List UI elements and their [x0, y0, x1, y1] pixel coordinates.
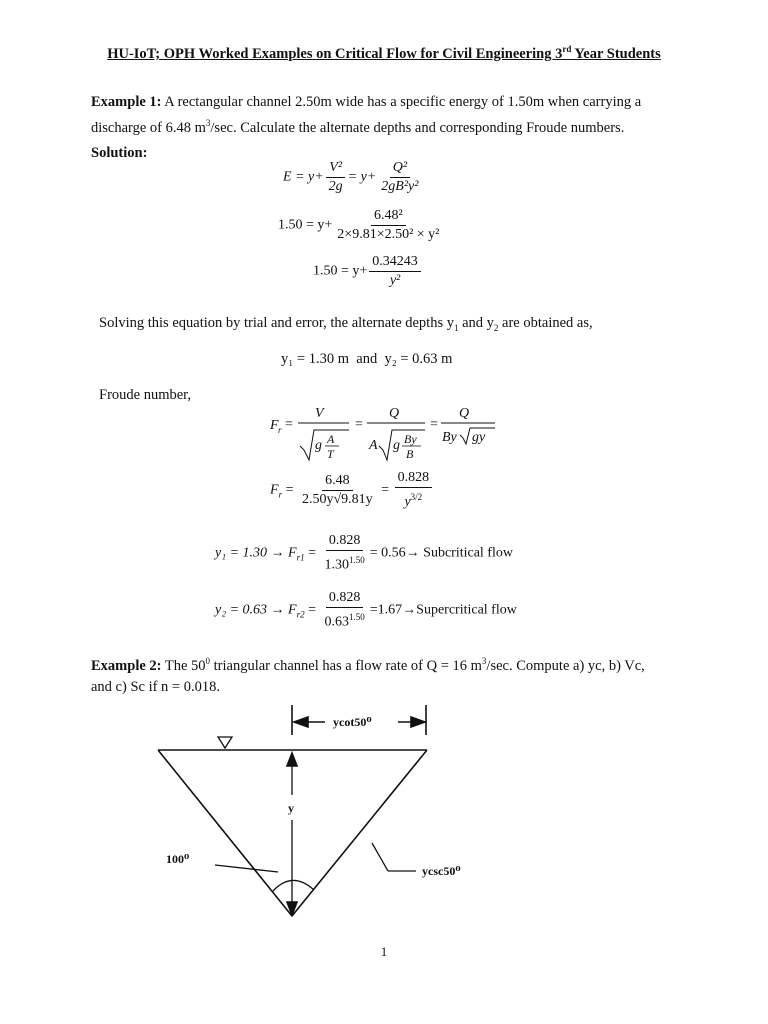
label-side: ycsc50⁰: [422, 864, 461, 878]
equation-specific-energy: E = y+ $\frac{\text{V²}}{2g}$ = y+ $\frac{\text{Q²}}{\text{2gB²y²}}$: [283, 160, 419, 194]
equation-substituted: 1.50 = y+ $\frac{\text{6.48²}}{\text{2×9.81×2.50² × y²}}$: [278, 208, 440, 242]
water-surface-marker: [218, 737, 232, 748]
example2-statement: Example 2: The $50^0$ triangular channel has a flow rate of Q = 16 $m^3/\sec$. Compute a) yc, b) Vc, and c) Sc if n = 0.018.: [91, 656, 645, 695]
angle-arc: [272, 880, 314, 892]
svg-text:=: =: [355, 417, 363, 432]
froude-num-q1: Q: [389, 406, 400, 421]
case-subcritical: $y_1 = 1.30 \to F_{r1}$ = $\frac{0.828}{1.30^{1.50}}$ = 0.56→ Subcritical flow: [215, 533, 513, 573]
svg-text:By: By: [442, 430, 457, 445]
svg-text:=: =: [430, 417, 438, 432]
label-top-width: ycot50⁰: [333, 715, 372, 729]
svg-text:A: A: [327, 432, 335, 446]
example1-label: Example 1:: [91, 94, 162, 110]
example1-statement: Example 1: A rectangular channel 2.50m wide has a specific energy of 1.50m when carrying a discharge of 6.48 $m^3/\sec$. Calculate the alternate depths and corresponding Froude numbers.: [91, 94, 642, 136]
case-supercritical: $y_2 = 0.63 \to F_{r2}$ = $\frac{0.828}{0.63^{1.50}}$ =1.67→Supercritical flow: [215, 590, 517, 630]
froude-subscript: r: [278, 425, 282, 435]
svg-text:=: =: [285, 417, 293, 432]
froude-symbol: F: [270, 418, 279, 433]
page-number: 1: [380, 944, 388, 959]
froude-num-q2: Q: [459, 406, 470, 421]
label-angle: 100⁰: [166, 852, 190, 866]
alternate-depths: y₁ = 1.30 m and y₂ = 0.63 m: [281, 351, 453, 367]
froude-substituted: $F_r$ = $\frac{6.48}{2.50y√9.81y}$ = $\frac{0.828}{y^{3/2}}$: [270, 470, 434, 511]
page-title: HU-IoT; OPH Worked Examples on Critical Flow for Civil Engineering 3rd Year Students: [107, 44, 661, 62]
svg-text:g: g: [315, 438, 322, 453]
label-depth: y: [288, 801, 294, 815]
solving-text: Solving this equation by trial and error, the alternate depths $y_1$ and $y_2$ are obtained as,: [99, 315, 593, 333]
channel-left-side: [158, 750, 292, 916]
svg-text:By: By: [404, 432, 417, 446]
equation-simplified: 1.50 = y+ $\frac{0.34243}{\text{y²}}$: [313, 254, 423, 289]
froude-num-v: V: [315, 406, 324, 421]
triangular-channel-figure: [150, 700, 490, 930]
channel-right-side: [292, 750, 427, 916]
svg-text:B: B: [406, 447, 414, 461]
example2-label: Example 2:: [91, 657, 162, 674]
svg-text:gy: gy: [472, 430, 486, 445]
solution-label: Solution:: [91, 145, 148, 161]
svg-text:T: T: [327, 447, 334, 461]
svg-text:A: A: [369, 438, 378, 453]
froude-general-formula: [265, 398, 505, 468]
svg-text:g: g: [393, 438, 400, 453]
froude-label: Froude number,: [99, 387, 192, 403]
